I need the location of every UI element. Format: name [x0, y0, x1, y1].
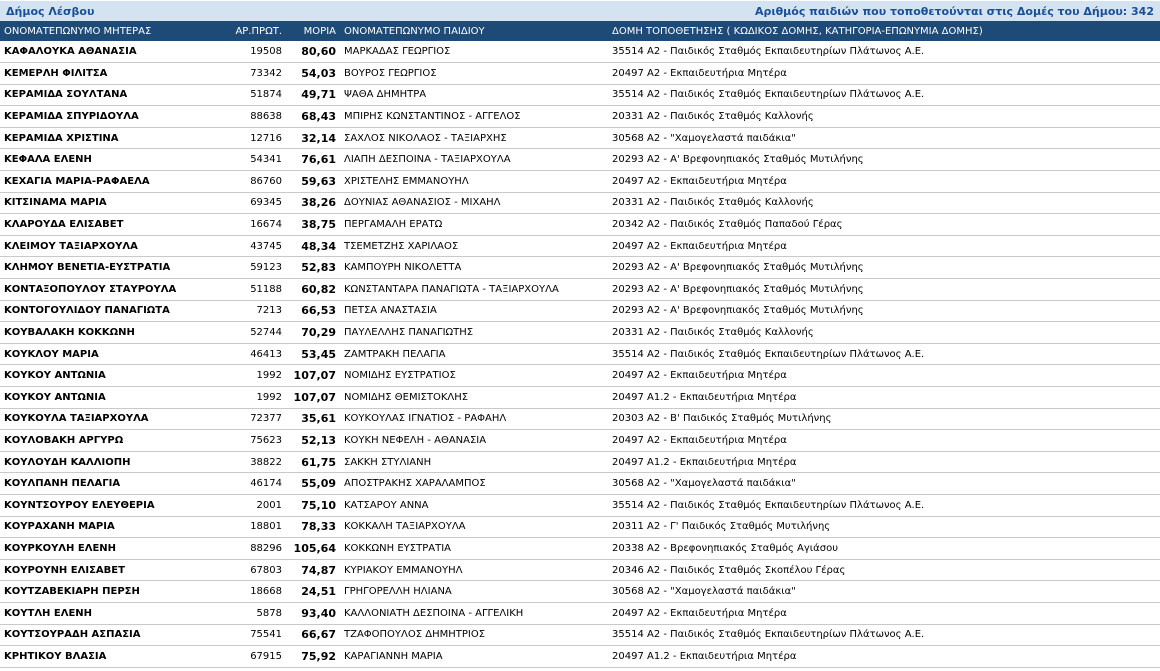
placement-cell: 20293 Α2 - Α' Βρεφονηπιακός Σταθμός Μυτιλήνης: [612, 305, 864, 317]
table-row: [0, 451, 1160, 473]
table-row: [0, 322, 1160, 344]
protocol-number-cell: 12716: [250, 132, 282, 144]
placement-cell: 35514 Α2 - Παιδικός Σταθμός Εκπαιδευτηρίων Πλάτωνος Α.Ε.: [612, 499, 925, 511]
child-name-cell: ΚΩΝΣΤΑΝΤΑΡΑ ΠΑΝΑΓΙΩΤΑ - ΤΑΞΙΑΡΧΟΥΛΑ: [344, 283, 559, 295]
protocol-number-cell: 5878: [256, 607, 282, 619]
mother-name-cell: ΚΟΥΤΣΟΥΡΑΔΗ ΑΣΠΑΣΙΑ: [4, 629, 141, 641]
mother-name-cell: ΚΟΥΛΟΥΔΗ ΚΑΛΛΙΟΠΗ: [4, 456, 131, 468]
points-cell: 68,43: [301, 110, 336, 124]
protocol-number-cell: 52744: [250, 327, 282, 339]
placement-cell: 20497 Α2 - Εκπαιδευτήρια Μητέρα: [612, 240, 787, 252]
child-name-cell: ΛΙΑΠΗ ΔΕΣΠΟΙΝΑ - ΤΑΞΙΑΡΧΟΥΛΑ: [344, 154, 511, 166]
page: [0, 1, 1160, 671]
child-name-cell: ΓΡΗΓΟΡΕΛΛΗ ΗΛΙΑΝΑ: [344, 586, 452, 598]
points-cell: 80,60: [301, 45, 336, 59]
points-cell: 55,09: [301, 477, 336, 491]
points-cell: 107,07: [293, 390, 336, 404]
placement-cell: 35514 Α2 - Παιδικός Σταθμός Εκπαιδευτηρίων Πλάτωνος Α.Ε.: [612, 629, 925, 641]
protocol-number-cell: 2001: [256, 499, 282, 511]
column-header-points: ΜΟΡΙΑ: [303, 25, 336, 37]
child-name-cell: ΚΑΛΛΟΝΙΑΤΗ ΔΕΣΠΟΙΝΑ - ΑΓΓΕΛΙΚΗ: [344, 607, 524, 619]
placement-cell: 30568 Α2 - "Χαμογελαστά παιδάκια": [612, 132, 796, 144]
points-cell: 70,29: [301, 326, 336, 340]
mother-name-cell: ΚΟΥΚΟΥΛΑ ΤΑΞΙΑΡΧΟΥΛΑ: [4, 413, 149, 425]
mother-name-cell: ΚΟΥΛΠΑΝΗ ΠΕΛΑΓΙΑ: [4, 478, 121, 490]
placement-cell: 20497 Α2 - Εκπαιδευτήρια Μητέρα: [612, 67, 787, 79]
protocol-number-cell: 54341: [250, 154, 282, 166]
table-row: [0, 300, 1160, 322]
child-name-cell: ΚΑΜΠΟΥΡΗ ΝΙΚΟΛΕΤΤΑ: [344, 262, 462, 274]
points-cell: 66,67: [301, 628, 336, 642]
table-row: [0, 343, 1160, 365]
placement-cell: 35514 Α2 - Παιδικός Σταθμός Εκπαιδευτηρίων Πλάτωνος Α.Ε.: [612, 89, 925, 101]
mother-name-cell: ΚΟΥΡΚΟΥΛΗ ΕΛΕΝΗ: [4, 542, 117, 554]
placement-table: [0, 21, 1160, 668]
protocol-number-cell: 51188: [250, 283, 282, 295]
placement-cell: 20497 Α2 - Εκπαιδευτήρια Μητέρα: [612, 434, 787, 446]
protocol-number-cell: 69345: [250, 197, 282, 209]
children-count-summary: Αριθμός παιδιών που τοποθετούνται στις Δομές του Δήμου: 342: [754, 4, 1154, 18]
table-row: [0, 192, 1160, 214]
mother-name-cell: ΚΕΧΑΓΙΑ ΜΑΡΙΑ-ΡΑΦΑΕΛΑ: [4, 175, 150, 187]
table-row: [0, 408, 1160, 430]
child-name-cell: ΚΟΥΚΗ ΝΕΦΕΛΗ - ΑΘΑΝΑΣΙΑ: [344, 434, 487, 446]
child-name-cell: ΤΖΑΦΟΠΟΥΛΟΣ ΔΗΜΗΤΡΙΟΣ: [344, 629, 486, 641]
protocol-number-cell: 18801: [250, 521, 282, 533]
points-cell: 66,53: [301, 304, 336, 318]
mother-name-cell: ΚΛΑΡΟΥΔΑ ΕΛΙΣΑΒΕΤ: [4, 219, 124, 231]
child-name-cell: ΑΠΟΣΤΡΑΚΗΣ ΧΑΡΑΛΑΜΠΟΣ: [344, 478, 486, 490]
table-row: [0, 235, 1160, 257]
child-name-cell: ΨΑΘΑ ΔΗΜΗΤΡΑ: [344, 89, 427, 101]
placement-cell: 20331 Α2 - Παιδικός Σταθμός Καλλονής: [612, 197, 814, 209]
table-row: [0, 149, 1160, 171]
mother-name-cell: ΚΕΦΑΛΑ ΕΛΕΝΗ: [4, 154, 92, 166]
header-bar: [0, 1, 1160, 21]
mother-name-cell: ΚΙΤΣΙΝΑΜΑ ΜΑΡΙΑ: [4, 197, 107, 209]
placement-cell: 20331 Α2 - Παιδικός Σταθμός Καλλονής: [612, 111, 814, 123]
mother-name-cell: ΚΟΝΤΟΓΟΥΛΙΔΟΥ ΠΑΝΑΓΙΩΤΑ: [4, 305, 170, 317]
child-name-cell: ΖΑΜΤΡΑΚΗ ΠΕΛΑΓΙΑ: [344, 348, 446, 360]
child-name-cell: ΜΑΡΚΑΔΑΣ ΓΕΩΡΓΙΟΣ: [344, 46, 451, 58]
mother-name-cell: ΚΛΗΜΟΥ ΒΕΝΕΤΙΑ-ΕΥΣΤΡΑΤΙΑ: [4, 262, 171, 274]
protocol-number-cell: 67915: [250, 650, 282, 662]
child-name-cell: ΚΟΚΚΩΝΗ ΕΥΣΤΡΑΤΙΑ: [344, 542, 451, 554]
table-row: [0, 127, 1160, 149]
points-cell: 61,75: [301, 455, 336, 469]
mother-name-cell: ΚΕΡΑΜΙΔΑ ΣΠΥΡΙΔΟΥΛΑ: [4, 111, 139, 123]
table-header-row: [0, 21, 1160, 41]
placement-cell: 20497 Α1.2 - Εκπαιδευτήρια Μητέρα: [612, 650, 797, 662]
placement-cell: 20497 Α2 - Εκπαιδευτήρια Μητέρα: [612, 175, 787, 187]
protocol-number-cell: 59123: [250, 262, 282, 274]
table-row: [0, 279, 1160, 301]
points-cell: 48,34: [301, 239, 336, 253]
points-cell: 35,61: [301, 412, 336, 426]
protocol-number-cell: 72377: [250, 413, 282, 425]
column-header-child: ΟΝΟΜΑΤΕΠΩΝΥΜΟ ΠΑΙΔΙΟΥ: [344, 25, 485, 37]
mother-name-cell: ΚΟΥΝΤΣΟΥΡΟΥ ΕΛΕΥΘΕΡΙΑ: [4, 499, 155, 511]
table-row: [0, 494, 1160, 516]
child-name-cell: ΧΡΙΣΤΕΛΗΣ ΕΜΜΑΝΟΥΗΛ: [344, 175, 469, 187]
placement-cell: 20497 Α2 - Εκπαιδευτήρια Μητέρα: [612, 607, 787, 619]
child-name-cell: ΠΕΡΓΑΜΑΛΗ ΕΡΑΤΩ: [344, 219, 443, 231]
placement-cell: 30568 Α2 - "Χαμογελαστά παιδάκια": [612, 586, 796, 598]
table-row: [0, 171, 1160, 193]
table-body: [0, 41, 1160, 667]
table-row: [0, 559, 1160, 581]
mother-name-cell: ΚΟΥΤΛΗ ΕΛΕΝΗ: [4, 607, 93, 619]
mother-name-cell: ΚΡΗΤΙΚΟΥ ΒΛΑΣΙΑ: [4, 650, 107, 662]
points-cell: 93,40: [301, 606, 336, 620]
child-name-cell: ΚΥΡΙΑΚΟΥ ΕΜΜΑΝΟΥΗΛ: [344, 564, 463, 576]
child-name-cell: ΚΑΡΑΓΙΑΝΝΗ ΜΑΡΙΑ: [344, 650, 443, 662]
mother-name-cell: ΚΕΡΑΜΙΔΑ ΣΟΥΛΤΑΝΑ: [4, 89, 128, 101]
protocol-number-cell: 18668: [250, 586, 282, 598]
protocol-number-cell: 16674: [250, 219, 282, 231]
table-row: [0, 41, 1160, 63]
table-row: [0, 106, 1160, 128]
child-name-cell: ΣΑΧΛΟΣ ΝΙΚΟΛΑΟΣ - ΤΑΞΙΑΡΧΗΣ: [344, 132, 507, 144]
child-name-cell: ΣΑΚΚΗ ΣΤΥΛΙΑΝΗ: [344, 456, 432, 468]
child-name-cell: ΒΟΥΡΟΣ ΓΕΩΡΓΙΟΣ: [344, 67, 437, 79]
points-cell: 75,92: [301, 649, 336, 663]
table-row: [0, 430, 1160, 452]
placement-cell: 20497 Α1.2 - Εκπαιδευτήρια Μητέρα: [612, 456, 797, 468]
child-name-cell: ΚΑΤΣΑΡΟΥ ΑΝΝΑ: [344, 499, 429, 511]
placement-cell: 35514 Α2 - Παιδικός Σταθμός Εκπαιδευτηρίων Πλάτωνος Α.Ε.: [612, 46, 925, 58]
table-row: [0, 365, 1160, 387]
points-cell: 54,03: [301, 66, 336, 80]
points-cell: 60,82: [301, 282, 336, 296]
child-name-cell: ΔΟΥΝΙΑΣ ΑΘΑΝΑΣΙΟΣ - ΜΙΧΑΗΛ: [344, 197, 501, 209]
child-name-cell: ΝΟΜΙΔΗΣ ΘΕΜΙΣΤΟΚΛΗΣ: [344, 391, 469, 403]
points-cell: 38,26: [301, 196, 336, 210]
mother-name-cell: ΚΟΥΤΖΑΒΕΚΙΑΡΗ ΠΕΡΣΗ: [4, 586, 140, 598]
points-cell: 32,14: [301, 131, 336, 145]
table-row: [0, 538, 1160, 560]
protocol-number-cell: 7213: [256, 305, 282, 317]
mother-name-cell: ΚΟΥΚΟΥ ΑΝΤΩΝΙΑ: [4, 370, 106, 382]
mother-name-cell: ΚΟΝΤΑΞΟΠΟΥΛΟΥ ΣΤΑΥΡΟΥΛΑ: [4, 283, 177, 295]
table-row: [0, 602, 1160, 624]
table-row: [0, 84, 1160, 106]
table-row: [0, 473, 1160, 495]
placement-cell: 20346 Α2 - Παιδικός Σταθμός Σκοπέλου Γέρας: [612, 564, 846, 576]
child-name-cell: ΝΟΜΙΔΗΣ ΕΥΣΤΡΑΤΙΟΣ: [344, 370, 456, 382]
protocol-number-cell: 86760: [250, 175, 282, 187]
points-cell: 78,33: [301, 520, 336, 534]
placement-cell: 20331 Α2 - Παιδικός Σταθμός Καλλονής: [612, 327, 814, 339]
protocol-number-cell: 43745: [250, 240, 282, 252]
points-cell: 107,07: [293, 369, 336, 383]
table-row: [0, 63, 1160, 85]
child-name-cell: ΚΟΥΚΟΥΛΑΣ ΙΓΝΑΤΙΟΣ - ΡΑΦΑΗΛ: [344, 413, 507, 425]
child-name-cell: ΠΑΥΛΕΛΛΗΣ ΠΑΝΑΓΙΩΤΗΣ: [344, 327, 474, 339]
mother-name-cell: ΚΟΥΚΛΟΥ ΜΑΡΙΑ: [4, 348, 99, 360]
placement-cell: 30568 Α2 - "Χαμογελαστά παιδάκια": [612, 478, 796, 490]
protocol-number-cell: 67803: [250, 564, 282, 576]
protocol-number-cell: 38822: [250, 456, 282, 468]
placement-cell: 20293 Α2 - Α' Βρεφονηπιακός Σταθμός Μυτιλήνης: [612, 262, 864, 274]
points-cell: 53,45: [301, 347, 336, 361]
points-cell: 38,75: [301, 218, 336, 232]
placement-cell: 20497 Α1.2 - Εκπαιδευτήρια Μητέρα: [612, 391, 797, 403]
placement-cell: 20497 Α2 - Εκπαιδευτήρια Μητέρα: [612, 370, 787, 382]
placement-cell: 20342 Α2 - Παιδικός Σταθμός Παπαδού Γέρας: [612, 219, 843, 231]
protocol-number-cell: 46174: [250, 478, 282, 490]
mother-name-cell: ΚΟΥΡΑΧΑΝΗ ΜΑΡΙΑ: [4, 521, 115, 533]
column-header-protocol: ΑΡ.ΠΡΩΤ.: [235, 25, 282, 37]
mother-name-cell: ΚΛΕΙΜΟΥ ΤΑΞΙΑΡΧΟΥΛΑ: [4, 240, 138, 252]
protocol-number-cell: 46413: [250, 348, 282, 360]
protocol-number-cell: 75623: [250, 434, 282, 446]
protocol-number-cell: 1992: [256, 370, 282, 382]
placement-cell: 20311 Α2 - Γ' Παιδικός Σταθμός Μυτιλήνης: [612, 521, 831, 533]
mother-name-cell: ΚΟΥΚΟΥ ΑΝΤΩΝΙΑ: [4, 391, 106, 403]
points-cell: 24,51: [301, 585, 336, 599]
child-name-cell: ΜΠΙΡΗΣ ΚΩΝΣΤΑΝΤΙΝΟΣ - ΑΓΓΕΛΟΣ: [344, 111, 521, 123]
child-name-cell: ΠΕΤΣΑ ΑΝΑΣΤΑΣΙΑ: [344, 305, 437, 317]
points-cell: 74,87: [301, 563, 336, 577]
points-cell: 105,64: [293, 541, 336, 555]
municipality-title: Δήμος Λέσβου: [6, 4, 95, 18]
mother-name-cell: ΚΑΦΑΛΟΥΚΑ ΑΘΑΝΑΣΙΑ: [4, 46, 137, 58]
table-row: [0, 516, 1160, 538]
mother-name-cell: ΚΟΥΛΟΒΑΚΗ ΑΡΓΥΡΩ: [4, 434, 124, 446]
protocol-number-cell: 1992: [256, 391, 282, 403]
placement-cell: 20338 Α2 - Βρεφονηπιακός Σταθμός Αγιάσου: [612, 542, 839, 554]
protocol-number-cell: 51874: [250, 89, 282, 101]
mother-name-cell: ΚΕΜΕΡΛΗ ΦΙΛΙΤΣΑ: [4, 67, 108, 79]
mother-name-cell: ΚΟΥΒΑΛΑΚΗ ΚΟΚΚΩΝΗ: [4, 327, 135, 339]
column-header-mother: ΟΝΟΜΑΤΕΠΩΝΥΜΟ ΜΗΤΕΡΑΣ: [4, 25, 152, 37]
points-cell: 59,63: [301, 174, 336, 188]
placement-cell: 20293 Α2 - Α' Βρεφονηπιακός Σταθμός Μυτιλήνης: [612, 283, 864, 295]
protocol-number-cell: 73342: [250, 67, 282, 79]
points-cell: 49,71: [301, 88, 336, 102]
table-row: [0, 581, 1160, 603]
child-name-cell: ΚΟΚΚΑΛΗ ΤΑΞΙΑΡΧΟΥΛΑ: [344, 521, 466, 533]
table-row: [0, 387, 1160, 409]
points-cell: 76,61: [301, 153, 336, 167]
points-cell: 52,13: [301, 433, 336, 447]
table-row: [0, 624, 1160, 646]
points-cell: 75,10: [301, 498, 336, 512]
child-name-cell: ΤΣΕΜΕΤΖΗΣ ΧΑΡΙΛΑΟΣ: [344, 240, 459, 252]
protocol-number-cell: 88296: [250, 542, 282, 554]
table-row: [0, 257, 1160, 279]
protocol-number-cell: 88638: [250, 111, 282, 123]
points-cell: 52,83: [301, 261, 336, 275]
protocol-number-cell: 19508: [250, 46, 282, 58]
placement-cell: 35514 Α2 - Παιδικός Σταθμός Εκπαιδευτηρίων Πλάτωνος Α.Ε.: [612, 348, 925, 360]
table-row: [0, 646, 1160, 668]
placement-cell: 20303 Α2 - Β' Παιδικός Σταθμός Μυτιλήνης: [612, 413, 832, 425]
protocol-number-cell: 75541: [250, 629, 282, 641]
mother-name-cell: ΚΕΡΑΜΙΔΑ ΧΡΙΣΤΙΝΑ: [4, 132, 119, 144]
table-row: [0, 214, 1160, 236]
placement-cell: 20293 Α2 - Α' Βρεφονηπιακός Σταθμός Μυτιλήνης: [612, 154, 864, 166]
mother-name-cell: ΚΟΥΡΟΥΝΗ ΕΛΙΣΑΒΕΤ: [4, 564, 125, 576]
column-header-placement: ΔΟΜΗ ΤΟΠΟΘΕΤΗΣΗΣ ( ΚΩΔΙΚΟΣ ΔΟΜΗΣ, ΚΑΤΗΓΟΡΙΑ-ΕΠΩΝΥΜΙΑ ΔΟΜΗΣ): [612, 25, 983, 37]
